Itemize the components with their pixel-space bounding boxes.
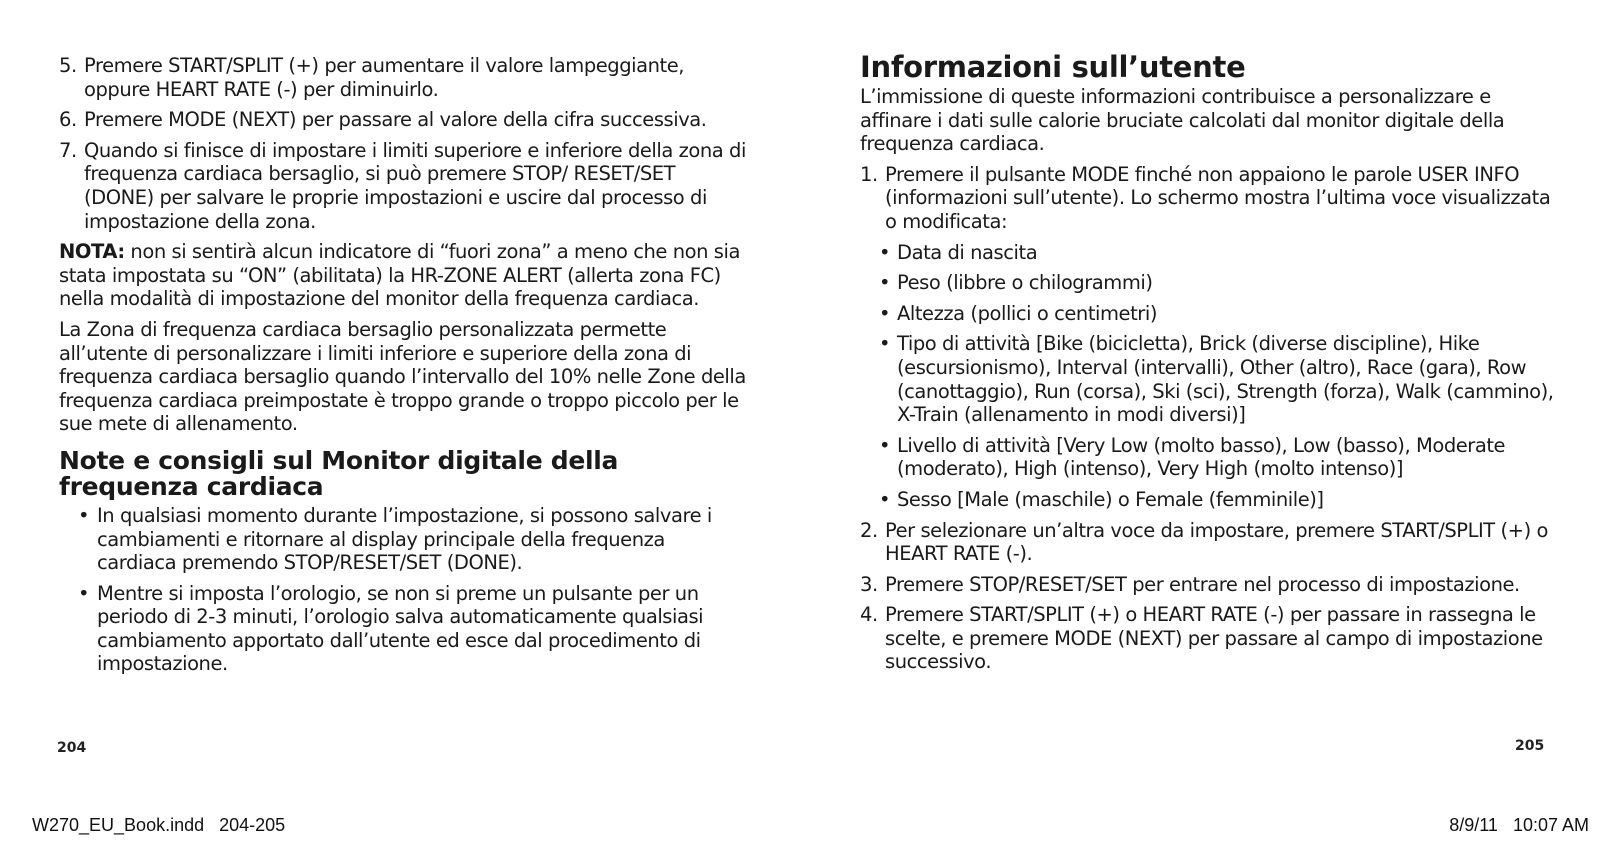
user-info-list (879, 241, 1560, 512)
step-text: Per selezionare un’altra voce da impostare, premere START/SPLIT (+) o HEART RATE (-). (885, 518, 1548, 566)
right-steps-list-continued (860, 519, 1560, 675)
step-text: Quando si finisce di impostare i limiti superiore e inferiore della zona di frequenza cardiaca bersaglio, si può premere STOP/ RESET/SET (DONE) per salvare le proprie impostazioni e uscire dal processo di impostazione della zona. (84, 138, 746, 233)
step-number: 7. (59, 138, 77, 162)
step-text: Premere STOP/RESET/SET per entrare nel processo di impostazione. (885, 572, 1520, 596)
list-item-text: Mentre si imposta l’orologio, se non si preme un pulsante per un periodo di 2-3 minuti, l’orologio salva automaticamente qualsiasi cambiamento apportato dall’utente ed esce dal procedimento di impostazione. (97, 581, 704, 676)
list-item-text: Tipo di attività [Bike (bicicletta), Brick (diverse discipline), Hike (escursionismo), Interval (intervalli), Other (altro), Race (gara), Row (canottaggio), Run (corsa), Ski (sci), Strength (forza), Walk (cammino), X-Train (allenamento in modi diversi)] (897, 332, 1554, 427)
list-item (879, 302, 1560, 326)
list-item-text: Livello di attività [Very Low (molto basso), Low (basso), Moderate (moderato), High (intenso), Very High (molto intenso)] (897, 433, 1506, 481)
step-text: Premere START/SPLIT (+) o HEART RATE (-) per passare in rassegna le scelte, e premere MODE (NEXT) per passare al campo di impostazione successivo. (885, 603, 1543, 674)
list-item (879, 241, 1560, 265)
right-steps-list (860, 163, 1560, 234)
page-title: Informazioni sull’utente (860, 50, 1246, 84)
section-heading: Note e consigli sul Monitor digitale della frequenza cardiaca (59, 445, 619, 502)
note-label: NOTA: (59, 240, 125, 264)
print-slug-filename: W270_EU_Book.indd 204-205 (32, 815, 286, 835)
step-text: Premere il pulsante MODE finché non appaiono le parole USER INFO (informazioni sull’utente). Lo schermo mostra l’ultima voce visualizzata o modificata: (885, 162, 1551, 233)
step-number: 5. (59, 54, 77, 77)
step-text: Premere START/SPLIT (+) per aumentare il valore lampeggiante, oppure HEART RATE (-) per diminuirlo. (84, 54, 685, 101)
bullet-icon: • (78, 581, 90, 605)
tips-list (59, 504, 747, 676)
intro-paragraph: L’immissione di queste informazioni contribuisce a personalizzare e affinare i dati sulle calorie bruciate calcolati dal monitor digitale della frequenza cardiaca. (860, 85, 1505, 156)
step-item (860, 519, 1560, 566)
list-item-text: Peso (libbre o chilogrammi) (897, 271, 1153, 295)
step-number: 6. (59, 108, 77, 132)
list-item-text: In qualsiasi momento durante l’impostazione, si possono salvare i cambiamenti e ritornare al display principale della frequenza cardiaca premendo STOP/RESET/SET (DONE). (97, 503, 712, 575)
bullet-icon: • (879, 240, 891, 264)
step-number: 2. (860, 518, 878, 542)
list-item (879, 488, 1560, 512)
bullet-icon: • (879, 433, 891, 457)
step-item (860, 163, 1560, 234)
list-item (879, 332, 1560, 426)
list-item-text: Altezza (pollici o centimetri) (897, 301, 1157, 325)
step-number: 3. (860, 572, 878, 596)
print-slug-timestamp: 8/9/11 10:07 AM (1449, 815, 1589, 835)
body-paragraph: La Zona di frequenza cardiaca bersaglio personalizzata permette all’utente di personalizzare i limiti inferiore e superiore della zona di frequenza cardiaca bersaglio quando l’intervallo del 10% nelle Zone della frequenza cardiaca preimpostate è troppo grande o troppo piccolo per le sue mete di allenamento. (59, 317, 746, 436)
bullet-icon: • (879, 271, 891, 295)
list-item (879, 271, 1560, 295)
step-text: Premere MODE (NEXT) per passare al valore della cifra successiva. (84, 108, 707, 132)
note-paragraph (59, 240, 747, 311)
step-item (860, 603, 1560, 674)
list-item (59, 504, 747, 575)
step-item (59, 54, 747, 101)
bullet-icon: • (879, 301, 891, 325)
step-item (59, 108, 747, 132)
step-number: 4. (860, 603, 878, 627)
page-number-right: 205 (1515, 738, 1545, 754)
step-item (860, 573, 1560, 597)
step-number: 1. (860, 162, 878, 186)
list-item (879, 434, 1560, 481)
note-text: non si sentirà alcun indicatore di “fuori zona” a meno che non sia stata impostata su “ON” (abilitata) la HR-ZONE ALERT (allerta zona FC) nella modalità di impostazione del monitor della frequenza cardiaca. (59, 240, 740, 311)
bullet-icon: • (879, 487, 891, 511)
step-item (59, 139, 747, 233)
list-item (59, 582, 747, 676)
right-page (860, 52, 1560, 681)
left-page (59, 54, 747, 683)
page-number-left: 204 (57, 740, 87, 756)
bullet-icon: • (78, 503, 90, 527)
left-steps-list (59, 54, 747, 233)
list-item-text: Data di nascita (897, 240, 1038, 264)
bullet-icon: • (879, 332, 891, 356)
list-item-text: Sesso [Male (maschile) o Female (femminile)] (897, 487, 1324, 511)
